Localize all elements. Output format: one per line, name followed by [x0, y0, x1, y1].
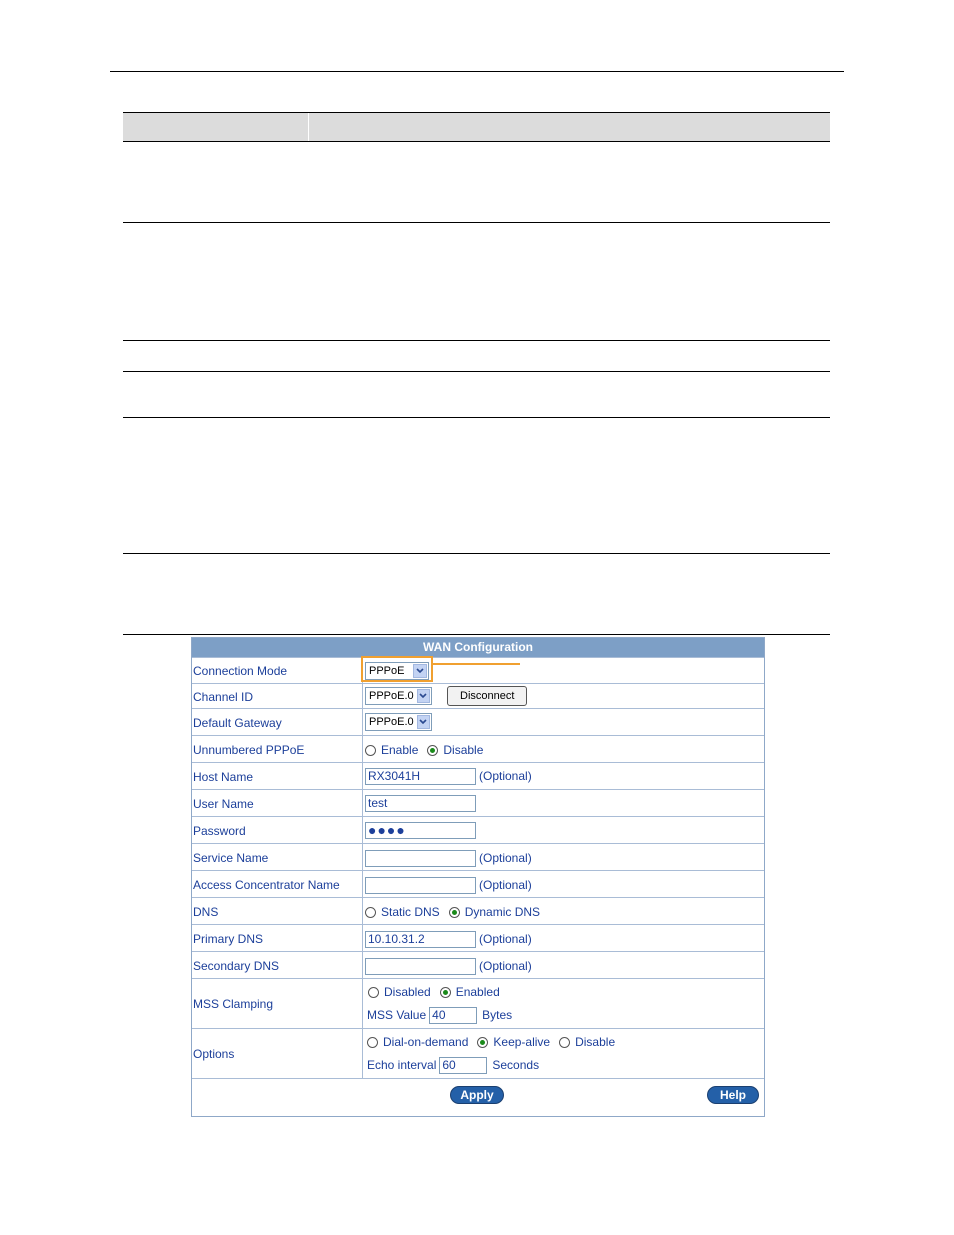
row-host-name [192, 762, 764, 790]
service-name-label: Service Name [193, 844, 363, 871]
user-name-label: User Name [193, 790, 363, 817]
mss-disabled-label: Disabled [384, 985, 431, 999]
row-user-name [192, 789, 764, 817]
default-gateway-select[interactable] [365, 713, 432, 731]
table-rule [123, 222, 830, 223]
keep-alive-label: Keep-alive [493, 1035, 551, 1049]
password-input[interactable]: ●●●● [365, 822, 476, 839]
dial-on-demand-label: Dial-on-demand [383, 1035, 469, 1049]
mss-clamping-label: MSS Clamping [193, 979, 363, 1029]
wan-panel-title: WAN Configuration [192, 638, 764, 657]
keep-alive-radio[interactable] [477, 1037, 488, 1048]
callout-pointer-line [433, 663, 520, 665]
secondary-dns-input[interactable] [365, 958, 476, 975]
unnumbered-pppoe-label: Unnumbered PPPoE [193, 736, 363, 763]
echo-interval-input[interactable]: 60 [439, 1057, 487, 1074]
mss-unit-label: Bytes [482, 1008, 513, 1022]
access-concentrator-input[interactable] [365, 877, 476, 894]
unnumbered-disable-radio[interactable] [427, 745, 438, 756]
row-access-concentrator [192, 870, 764, 898]
dynamic-dns-label: Dynamic DNS [464, 905, 541, 919]
static-dns-radio[interactable] [365, 907, 376, 918]
document-table-header [123, 112, 830, 142]
wan-configuration-panel [191, 637, 765, 1117]
help-button[interactable]: Help [707, 1086, 759, 1104]
default-gateway-label: Default Gateway [193, 709, 363, 736]
table-rule [123, 634, 830, 635]
channel-id-label: Channel ID [193, 684, 363, 709]
connection-mode-label: Connection Mode [193, 658, 363, 684]
echo-unit-label: Seconds [492, 1058, 540, 1072]
row-unnumbered-pppoe [192, 735, 764, 763]
dns-label: DNS [193, 898, 363, 925]
dial-on-demand-radio[interactable] [367, 1037, 378, 1048]
service-name-optional: (Optional) [479, 851, 532, 865]
primary-dns-label: Primary DNS [193, 925, 363, 952]
callout-highlight-box [361, 656, 433, 682]
table-rule [123, 417, 830, 418]
default-gateway-value: PPPoE.0 [369, 716, 414, 728]
user-name-input[interactable]: test [365, 795, 476, 812]
row-secondary-dns [192, 951, 764, 979]
mss-enabled-label: Enabled [455, 985, 500, 999]
row-channel-id [192, 683, 764, 709]
unnumbered-enable-label: Enable [381, 743, 419, 757]
host-name-optional: (Optional) [479, 769, 532, 783]
dynamic-dns-radio[interactable] [449, 907, 460, 918]
unnumbered-enable-radio[interactable] [365, 745, 376, 756]
channel-id-select[interactable] [365, 687, 432, 705]
echo-interval-label: Echo interval [367, 1058, 437, 1072]
static-dns-label: Static DNS [381, 905, 440, 919]
mss-value-label: MSS Value [367, 1008, 427, 1022]
row-dns [192, 897, 764, 925]
row-password [192, 816, 764, 844]
row-connection-mode [192, 657, 764, 684]
unnumbered-disable-label: Disable [443, 743, 484, 757]
table-rule [123, 340, 830, 341]
secondary-dns-optional: (Optional) [479, 959, 532, 973]
apply-button[interactable]: Apply [450, 1086, 504, 1104]
header-column-separator [308, 113, 309, 141]
options-label: Options [193, 1029, 363, 1079]
options-disable-radio[interactable] [559, 1037, 570, 1048]
host-name-input[interactable]: RX3041H [365, 768, 476, 785]
password-label: Password [193, 817, 363, 844]
disconnect-button[interactable]: Disconnect [447, 686, 527, 706]
mss-disabled-radio[interactable] [368, 987, 379, 998]
row-options [192, 1028, 764, 1079]
page-header-rule [110, 71, 844, 72]
document-table [123, 112, 830, 635]
primary-dns-input[interactable]: 10.10.31.2 [365, 931, 476, 948]
row-service-name [192, 843, 764, 871]
row-mss-clamping [192, 978, 764, 1029]
secondary-dns-label: Secondary DNS [193, 952, 363, 979]
mss-enabled-radio[interactable] [440, 987, 451, 998]
access-concentrator-label: Access Concentrator Name [193, 871, 363, 898]
service-name-input[interactable] [365, 850, 476, 867]
row-actions [192, 1078, 764, 1117]
table-rule [123, 553, 830, 554]
options-disable-label: Disable [575, 1035, 616, 1049]
primary-dns-optional: (Optional) [479, 932, 532, 946]
chevron-down-icon [417, 689, 430, 703]
mss-value-input[interactable]: 40 [429, 1007, 477, 1024]
row-default-gateway [192, 708, 764, 736]
row-primary-dns [192, 924, 764, 952]
table-rule [123, 371, 830, 372]
channel-id-value: PPPoE.0 [369, 690, 414, 702]
connection-mode-value: PPPoE [369, 665, 405, 677]
access-concentrator-optional: (Optional) [479, 878, 532, 892]
chevron-down-icon [417, 715, 430, 729]
host-name-label: Host Name [193, 763, 363, 790]
